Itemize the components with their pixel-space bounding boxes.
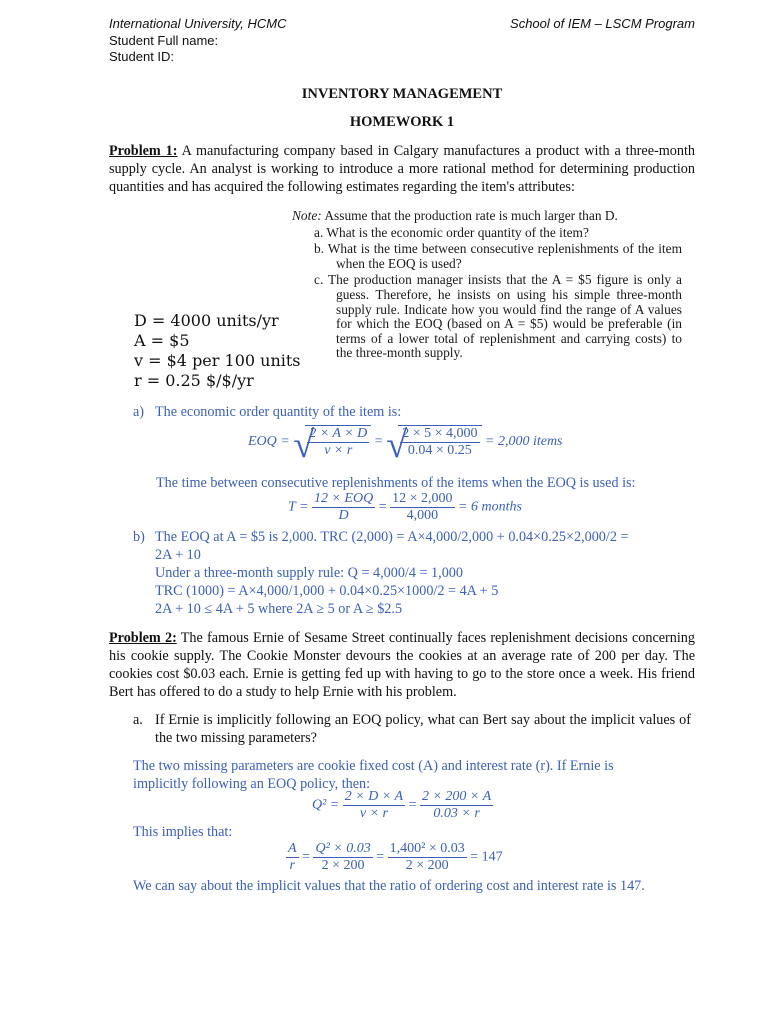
eoq-result: = 2,000 items — [485, 434, 563, 450]
implies-text: This implies that: — [133, 824, 233, 840]
document-title: INVENTORY MANAGEMENT — [301, 86, 503, 102]
note-intro — [292, 209, 682, 224]
problem1-note — [292, 209, 682, 361]
eoq-rad2-num: 2 × 5 × 4,000 — [402, 426, 478, 441]
t-formula — [288, 491, 522, 524]
q2-lhs: Q² = — [312, 797, 340, 813]
note-question-a: a. What is the economic order quantity of the item? — [314, 224, 589, 240]
q2-f2-num: 2 × 200 × A — [421, 789, 492, 804]
university-name: International University, HCMC — [109, 16, 287, 31]
q2-f1-num: 2 × D × A — [344, 789, 404, 804]
problem1-statement — [109, 142, 695, 196]
q2-equals: = — [408, 797, 417, 813]
ar-f1-den: 2 × 200 — [321, 858, 365, 873]
eoq-rad1-num: 2 × A × D — [309, 426, 368, 441]
answer-b-line-4: TRC (1000) = A×4,000/1,000 + 0.04×0.25×1000/2 = 4A + 5 — [155, 583, 499, 599]
eoq-radical-1 — [293, 424, 371, 466]
answer-b-line-1 — [133, 528, 693, 546]
t-equals: = — [378, 499, 387, 515]
t-f2-num: 12 × 2,000 — [392, 491, 453, 506]
ar-lhs-num: A — [288, 841, 297, 856]
ar-f2-num: 1,400² × 0.03 — [389, 841, 465, 856]
eoq-rad2-den: 0.04 × 0.25 — [407, 443, 472, 458]
problem2-text: The famous Ernie of Sesame Street continually faces replenishment decisions concerning his cookie supply. The Cookie Monster devours the cookies at an average rate of 200 per day. The cookies cost $0.03 each. Ernie is getting fed up with having to go to the store once a week. His friend Bert has offered to do a study to help Ernie with his problem. — [109, 630, 695, 700]
answer-b — [133, 528, 693, 618]
sqrt-sign-icon: √ — [386, 424, 408, 466]
problem2-question-a — [133, 711, 695, 747]
given-carrying-rate: r = 0.25 $/$/yr — [134, 371, 254, 390]
eoq-equals: = — [374, 434, 383, 450]
ar-result: = 147 — [470, 849, 503, 865]
program-name: School of IEM – LSCM Program — [510, 16, 695, 31]
problem1-label: Problem 1: — [109, 143, 178, 159]
t-f1-num: 12 × EOQ — [313, 491, 374, 506]
ar-lhs-den: r — [289, 858, 295, 873]
question-a-label: a. — [133, 712, 143, 728]
question-a-text: If Ernie is implicitly following an EOQ policy, what can Bert say about the implicit values of the two missing parameters? — [155, 712, 691, 746]
given-demand: D = 4000 units/yr — [134, 311, 279, 330]
answer-a-text: The economic order quantity of the item is: — [155, 404, 402, 420]
sqrt-sign-icon: √ — [293, 424, 315, 466]
q2-formula — [312, 789, 493, 822]
t-lhs: T = — [288, 499, 309, 515]
student-name-label: Student Full name: — [109, 33, 219, 48]
answer-b-label: b) — [133, 529, 145, 545]
eoq-rad1-den: v × r — [324, 443, 353, 458]
t-f1-den: D — [338, 508, 349, 523]
problem2-statement — [109, 629, 695, 701]
problem2-label: Problem 2: — [109, 630, 177, 646]
q2-f2-den: 0.03 × r — [433, 806, 480, 821]
answer-a-label: a) — [133, 404, 145, 420]
document-subtitle: HOMEWORK 1 — [349, 114, 455, 130]
ar-equals-1: = — [302, 849, 310, 865]
answer-b-line-2: 2A + 10 — [155, 547, 201, 563]
given-values — [134, 311, 301, 391]
answer-b-line-5: 2A + 10 ≤ 4A + 5 where 2A ≥ 5 or A ≥ $2.5 — [155, 601, 403, 617]
student-id-label: Student ID: — [109, 49, 175, 64]
note-question-b: b. What is the time between consecutive replenishments of the item when the EOQ is used? — [314, 241, 682, 271]
note-questions — [292, 226, 682, 361]
answer-b-line-3: Under a three-month supply rule: Q = 4,000/4 = 1,000 — [155, 565, 463, 581]
eoq-formula — [248, 424, 563, 466]
eoq-lhs: EOQ = — [248, 434, 290, 450]
ar-formula — [286, 841, 503, 874]
answer-a — [133, 403, 401, 421]
given-unit-value: v = $4 per 100 units — [134, 351, 301, 370]
time-between-text: The time between consecutive replenishments of the items when the EOQ is used is: — [156, 475, 636, 491]
problem2-conclusion: We can say about the implicit values that the ratio of ordering cost and interest rate is 147. — [133, 878, 645, 894]
note-label: Note: — [292, 208, 322, 223]
given-setup-cost: A = $5 — [134, 331, 190, 350]
problem2-answer-intro: The two missing parameters are cookie fixed cost (A) and interest rate (r). If Ernie is implicitly following an EOQ policy, then: — [133, 758, 614, 792]
ar-f2-den: 2 × 200 — [405, 858, 449, 873]
t-f2-den: 4,000 — [406, 508, 439, 523]
problem1-text: A manufacturing company based in Calgary manufactures a product with a three-month supply cycle. An analyst is working to introduce a more rational method for determining production quantities and has acquired the following estimates regarding the item's attributes: — [109, 143, 695, 195]
eoq-radical-2 — [386, 424, 481, 466]
answer-b-text-1: The EOQ at A = $5 is 2,000. TRC (2,000) = A×4,000/2,000 + 0.04×0.25×2,000/2 = — [155, 529, 629, 545]
note-question-c: c. The production manager insists that the A = $5 figure is only a guess. Therefore, he insists on using his simple three-month supply rule. Indicate how you would find the range of A values for which the EOQ (based on A = $5) would be preferable (in terms of a lower total of replenishment and carrying costs) to the three-month supply. — [314, 272, 682, 361]
ar-f1-num: Q² × 0.03 — [315, 841, 371, 856]
ar-equals-2: = — [376, 849, 385, 865]
note-text: Assume that the production rate is much larger than D. — [321, 208, 618, 223]
t-result: = 6 months — [458, 499, 522, 515]
q2-f1-den: v × r — [359, 806, 388, 821]
